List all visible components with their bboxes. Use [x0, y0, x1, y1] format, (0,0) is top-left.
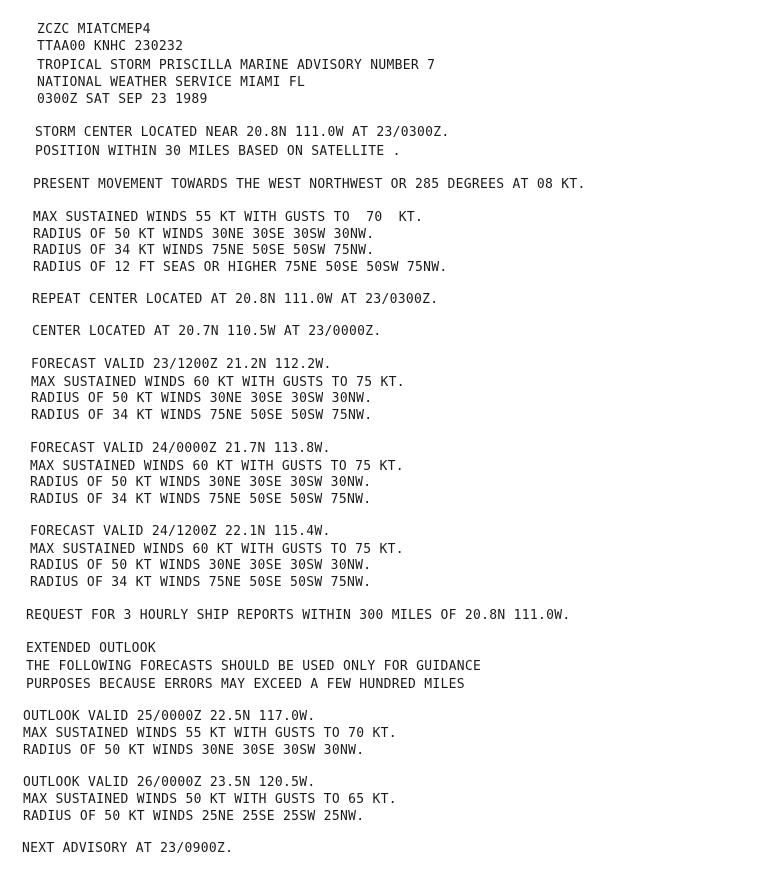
forecast-line: RADIUS OF 50 KT WINDS 30NE 30SE 30SW 30NW. — [30, 558, 372, 573]
forecast-line: MAX SUSTAINED WINDS 60 KT WITH GUSTS TO 75 KT. — [31, 375, 405, 390]
ship-request-line: REQUEST FOR 3 HOURLY SHIP REPORTS WITHIN 300 MILES OF 20.8N 111.0W. — [26, 608, 571, 623]
outlook-line: MAX SUSTAINED WINDS 50 KT WITH GUSTS TO 65 KT. — [23, 792, 397, 807]
current-winds-line: MAX SUSTAINED WINDS 55 KT WITH GUSTS TO 70 KT. — [33, 210, 424, 225]
forecast-line: RADIUS OF 50 KT WINDS 30NE 30SE 30SW 30NW. — [31, 391, 373, 406]
storm-center-line: STORM CENTER LOCATED NEAR 20.8N 111.0W AT 23/0300Z. — [35, 125, 450, 140]
storm-center-line: POSITION WITHIN 30 MILES BASED ON SATELLITE . — [35, 144, 401, 159]
repeat-center-line: REPEAT CENTER LOCATED AT 20.8N 111.0W AT 23/0300Z. — [32, 292, 439, 307]
forecast-line: FORECAST VALID 23/1200Z 21.2N 112.2W. — [31, 357, 332, 372]
extended-outlook-line: PURPOSES BECAUSE ERRORS MAY EXCEED A FEW HUNDRED MILES — [26, 677, 465, 692]
outlook-line: RADIUS OF 50 KT WINDS 30NE 30SE 30SW 30NW. — [23, 743, 365, 758]
header-line: TTAA00 KNHC 230232 — [37, 39, 184, 54]
outlook-line: RADIUS OF 50 KT WINDS 25NE 25SE 25SW 25NW. — [23, 809, 365, 824]
outlook-line: MAX SUSTAINED WINDS 55 KT WITH GUSTS TO 70 KT. — [23, 726, 397, 741]
previous-center-line: CENTER LOCATED AT 20.7N 110.5W AT 23/0000Z. — [32, 324, 382, 339]
forecast-line: FORECAST VALID 24/1200Z 22.1N 115.4W. — [30, 524, 331, 539]
current-winds-line: RADIUS OF 34 KT WINDS 75NE 50SE 50SW 75NW. — [33, 243, 375, 258]
extended-outlook-line: THE FOLLOWING FORECASTS SHOULD BE USED ONLY FOR GUIDANCE — [26, 659, 482, 674]
outlook-line: OUTLOOK VALID 25/0000Z 22.5N 117.0W. — [23, 709, 316, 724]
header-line: ZCZC MIATCMEP4 — [37, 22, 151, 37]
current-winds-line: RADIUS OF 12 FT SEAS OR HIGHER 75NE 50SE 50SW 75NW. — [33, 260, 448, 275]
header-date: 0300Z SAT SEP 23 1989 — [37, 92, 208, 107]
forecast-line: RADIUS OF 34 KT WINDS 75NE 50SE 50SW 75NW. — [31, 408, 373, 423]
forecast-line: MAX SUSTAINED WINDS 60 KT WITH GUSTS TO 75 KT. — [30, 542, 404, 557]
outlook-line: OUTLOOK VALID 26/0000Z 23.5N 120.5W. — [23, 775, 316, 790]
advisory-title: TROPICAL STORM PRISCILLA MARINE ADVISORY NUMBER 7 — [37, 58, 436, 73]
current-winds-line: RADIUS OF 50 KT WINDS 30NE 30SE 30SW 30NW. — [33, 227, 375, 242]
extended-outlook-heading: EXTENDED OUTLOOK — [26, 641, 157, 656]
forecast-line: RADIUS OF 50 KT WINDS 30NE 30SE 30SW 30NW. — [30, 475, 372, 490]
header-line: NATIONAL WEATHER SERVICE MIAMI FL — [37, 75, 306, 90]
forecast-line: MAX SUSTAINED WINDS 60 KT WITH GUSTS TO 75 KT. — [30, 459, 404, 474]
forecast-line: RADIUS OF 34 KT WINDS 75NE 50SE 50SW 75NW. — [30, 492, 372, 507]
movement-line: PRESENT MOVEMENT TOWARDS THE WEST NORTHWEST OR 285 DEGREES AT 08 KT. — [33, 177, 586, 192]
forecast-line: RADIUS OF 34 KT WINDS 75NE 50SE 50SW 75NW. — [30, 575, 372, 590]
next-advisory-line: NEXT ADVISORY AT 23/0900Z. — [22, 841, 234, 856]
forecast-line: FORECAST VALID 24/0000Z 21.7N 113.8W. — [30, 441, 331, 456]
